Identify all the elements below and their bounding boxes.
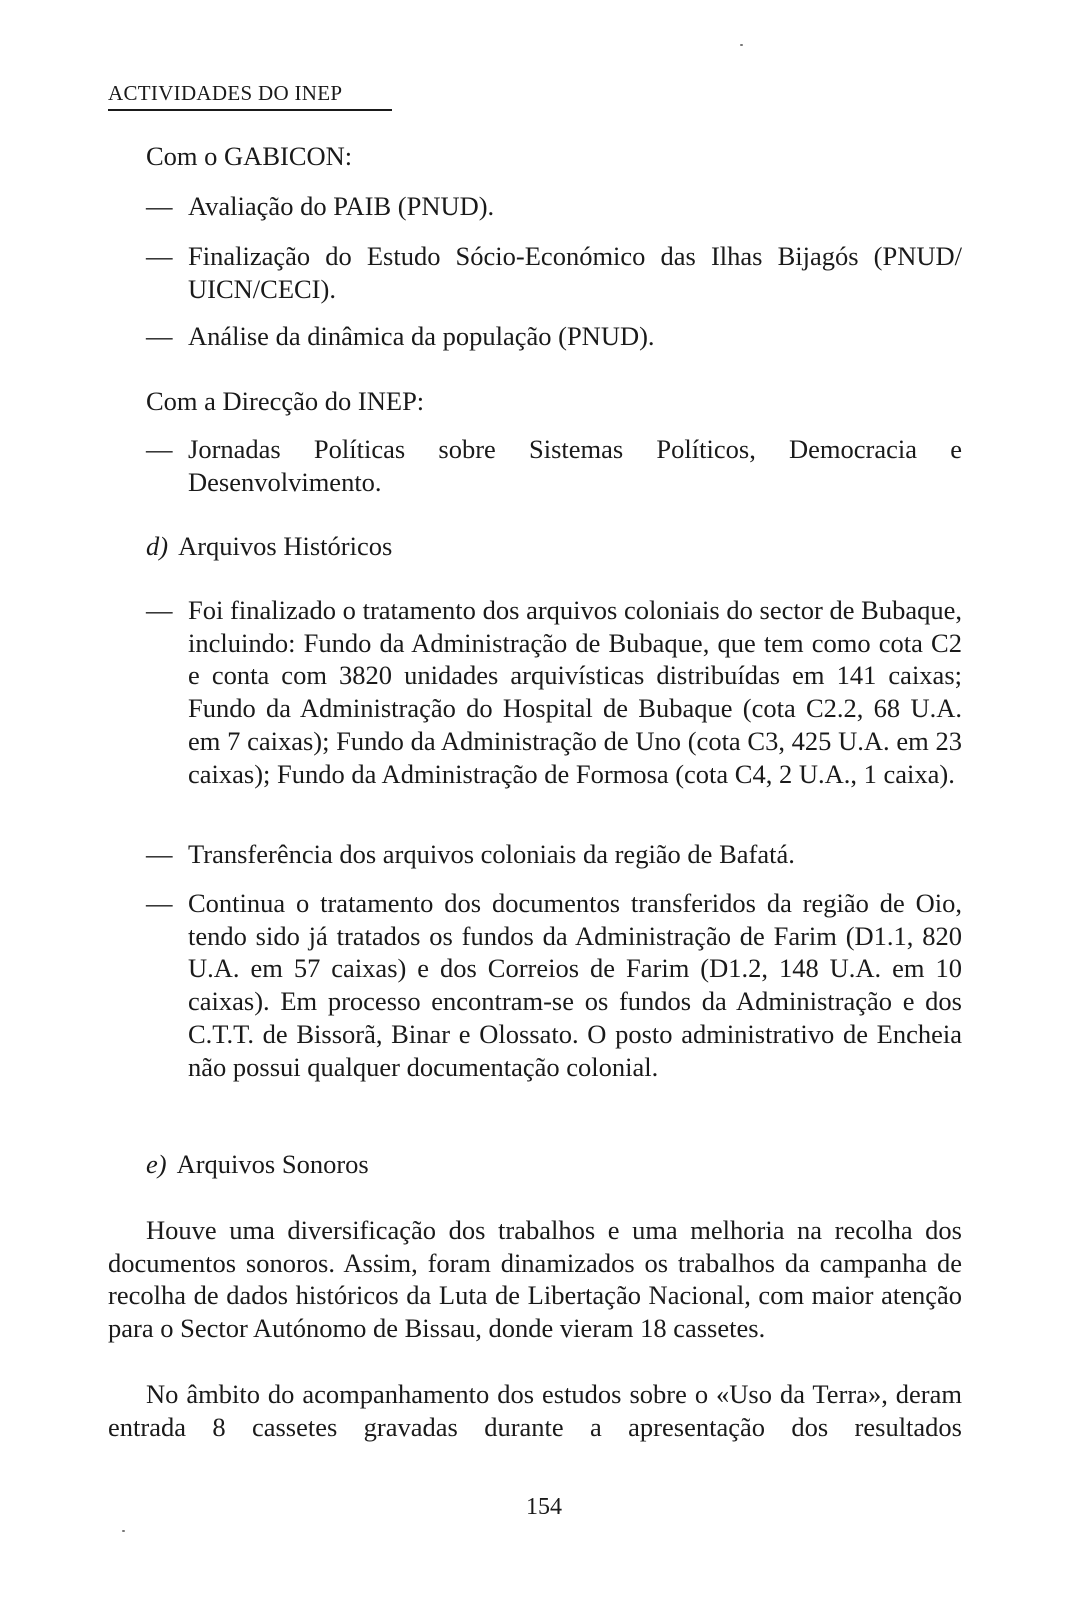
header-underline (108, 109, 392, 111)
page-number: 154 (526, 1494, 562, 1520)
list-dash: — (146, 595, 173, 625)
archives-item-1: Foi finalizado o tratamento dos arquivos coloniais do sector de Bubaque, incluindo: Fundo da Administração de Bubaque, que tem como cota C2 e conta com 3820 unidades arquivísticas distribuídas em 141 caixas; Fundo da Administração do Hospital de Bubaque (cota C2.2, 68 U.A. em 7 caixas); Fundo da Administração de Uno (cota C3, 425 U.A. em 23 caixas); Fundo da Administração de Formosa (cota C4, 2 U.A., 1 caixa). (188, 595, 962, 789)
sound-archives-paragraph-2: No âmbito do acompanhamento dos estudos sobre o «Uso da Terra», deram entrada 8 cassetes gravadas durante a apresentação dos resultados (108, 1379, 962, 1442)
scan-speck (740, 44, 743, 46)
archives-item-2: Transferência dos arquivos coloniais da região de Bafatá. (188, 839, 795, 869)
section-d-marker: d) (146, 531, 169, 561)
list-dash: — (146, 321, 173, 351)
running-header: ACTIVIDADES DO INEP (108, 81, 343, 105)
gabicon-heading: Com o GABICON: (146, 141, 353, 171)
section-d-title: Arquivos Históricos (178, 531, 393, 561)
list-dash: — (146, 888, 173, 918)
gabicon-item-1: Avaliação do PAIB (PNUD). (188, 191, 495, 221)
gabicon-item-2: Finalização do Estudo Sócio-Económico das Ilhas Bijagós (PNUD/ UICN/CECI). (188, 241, 962, 304)
section-e-title: Arquivos Sonoros (176, 1149, 369, 1179)
list-dash: — (146, 434, 173, 464)
list-dash: — (146, 241, 173, 271)
list-dash: — (146, 839, 173, 869)
direccao-item-1: Jornadas Políticas sobre Sistemas Políticos, Democracia e Desenvolvimento. (188, 434, 962, 497)
gabicon-item-3: Análise da dinâmica da população (PNUD). (188, 321, 655, 351)
sound-archives-paragraph-1: Houve uma diversificação dos trabalhos e uma melhoria na recolha dos documentos sonoros. Assim, foram dinamizados os trabalhos da campanha de recolha de dados históricos da Luta de Libertação Nacional, com maior atenção para o Sector Autónomo de Bissau, donde vieram 18 cassetes. (108, 1215, 962, 1344)
section-d-heading (146, 530, 392, 563)
list-dash: — (146, 191, 173, 221)
section-e-marker: e) (146, 1149, 167, 1179)
section-e-heading (146, 1148, 369, 1181)
archives-item-3: Continua o tratamento dos documentos transferidos da região de Oio, tendo sido já tratados os fundos da Administração de Farim (D1.1, 820 U.A. em 57 caixas) e dos Correios de Farim (D1.2, 148 U.A. em 10 caixas). Em processo encontram-se os fundos da Administração e dos C.T.T. de Bissorã, Binar e Olossato. O posto administrativo de Encheia não possui qualquer documentação colonial. (188, 888, 962, 1082)
scan-speck (122, 1530, 125, 1532)
direccao-heading: Com a Direcção do INEP: (146, 386, 425, 416)
